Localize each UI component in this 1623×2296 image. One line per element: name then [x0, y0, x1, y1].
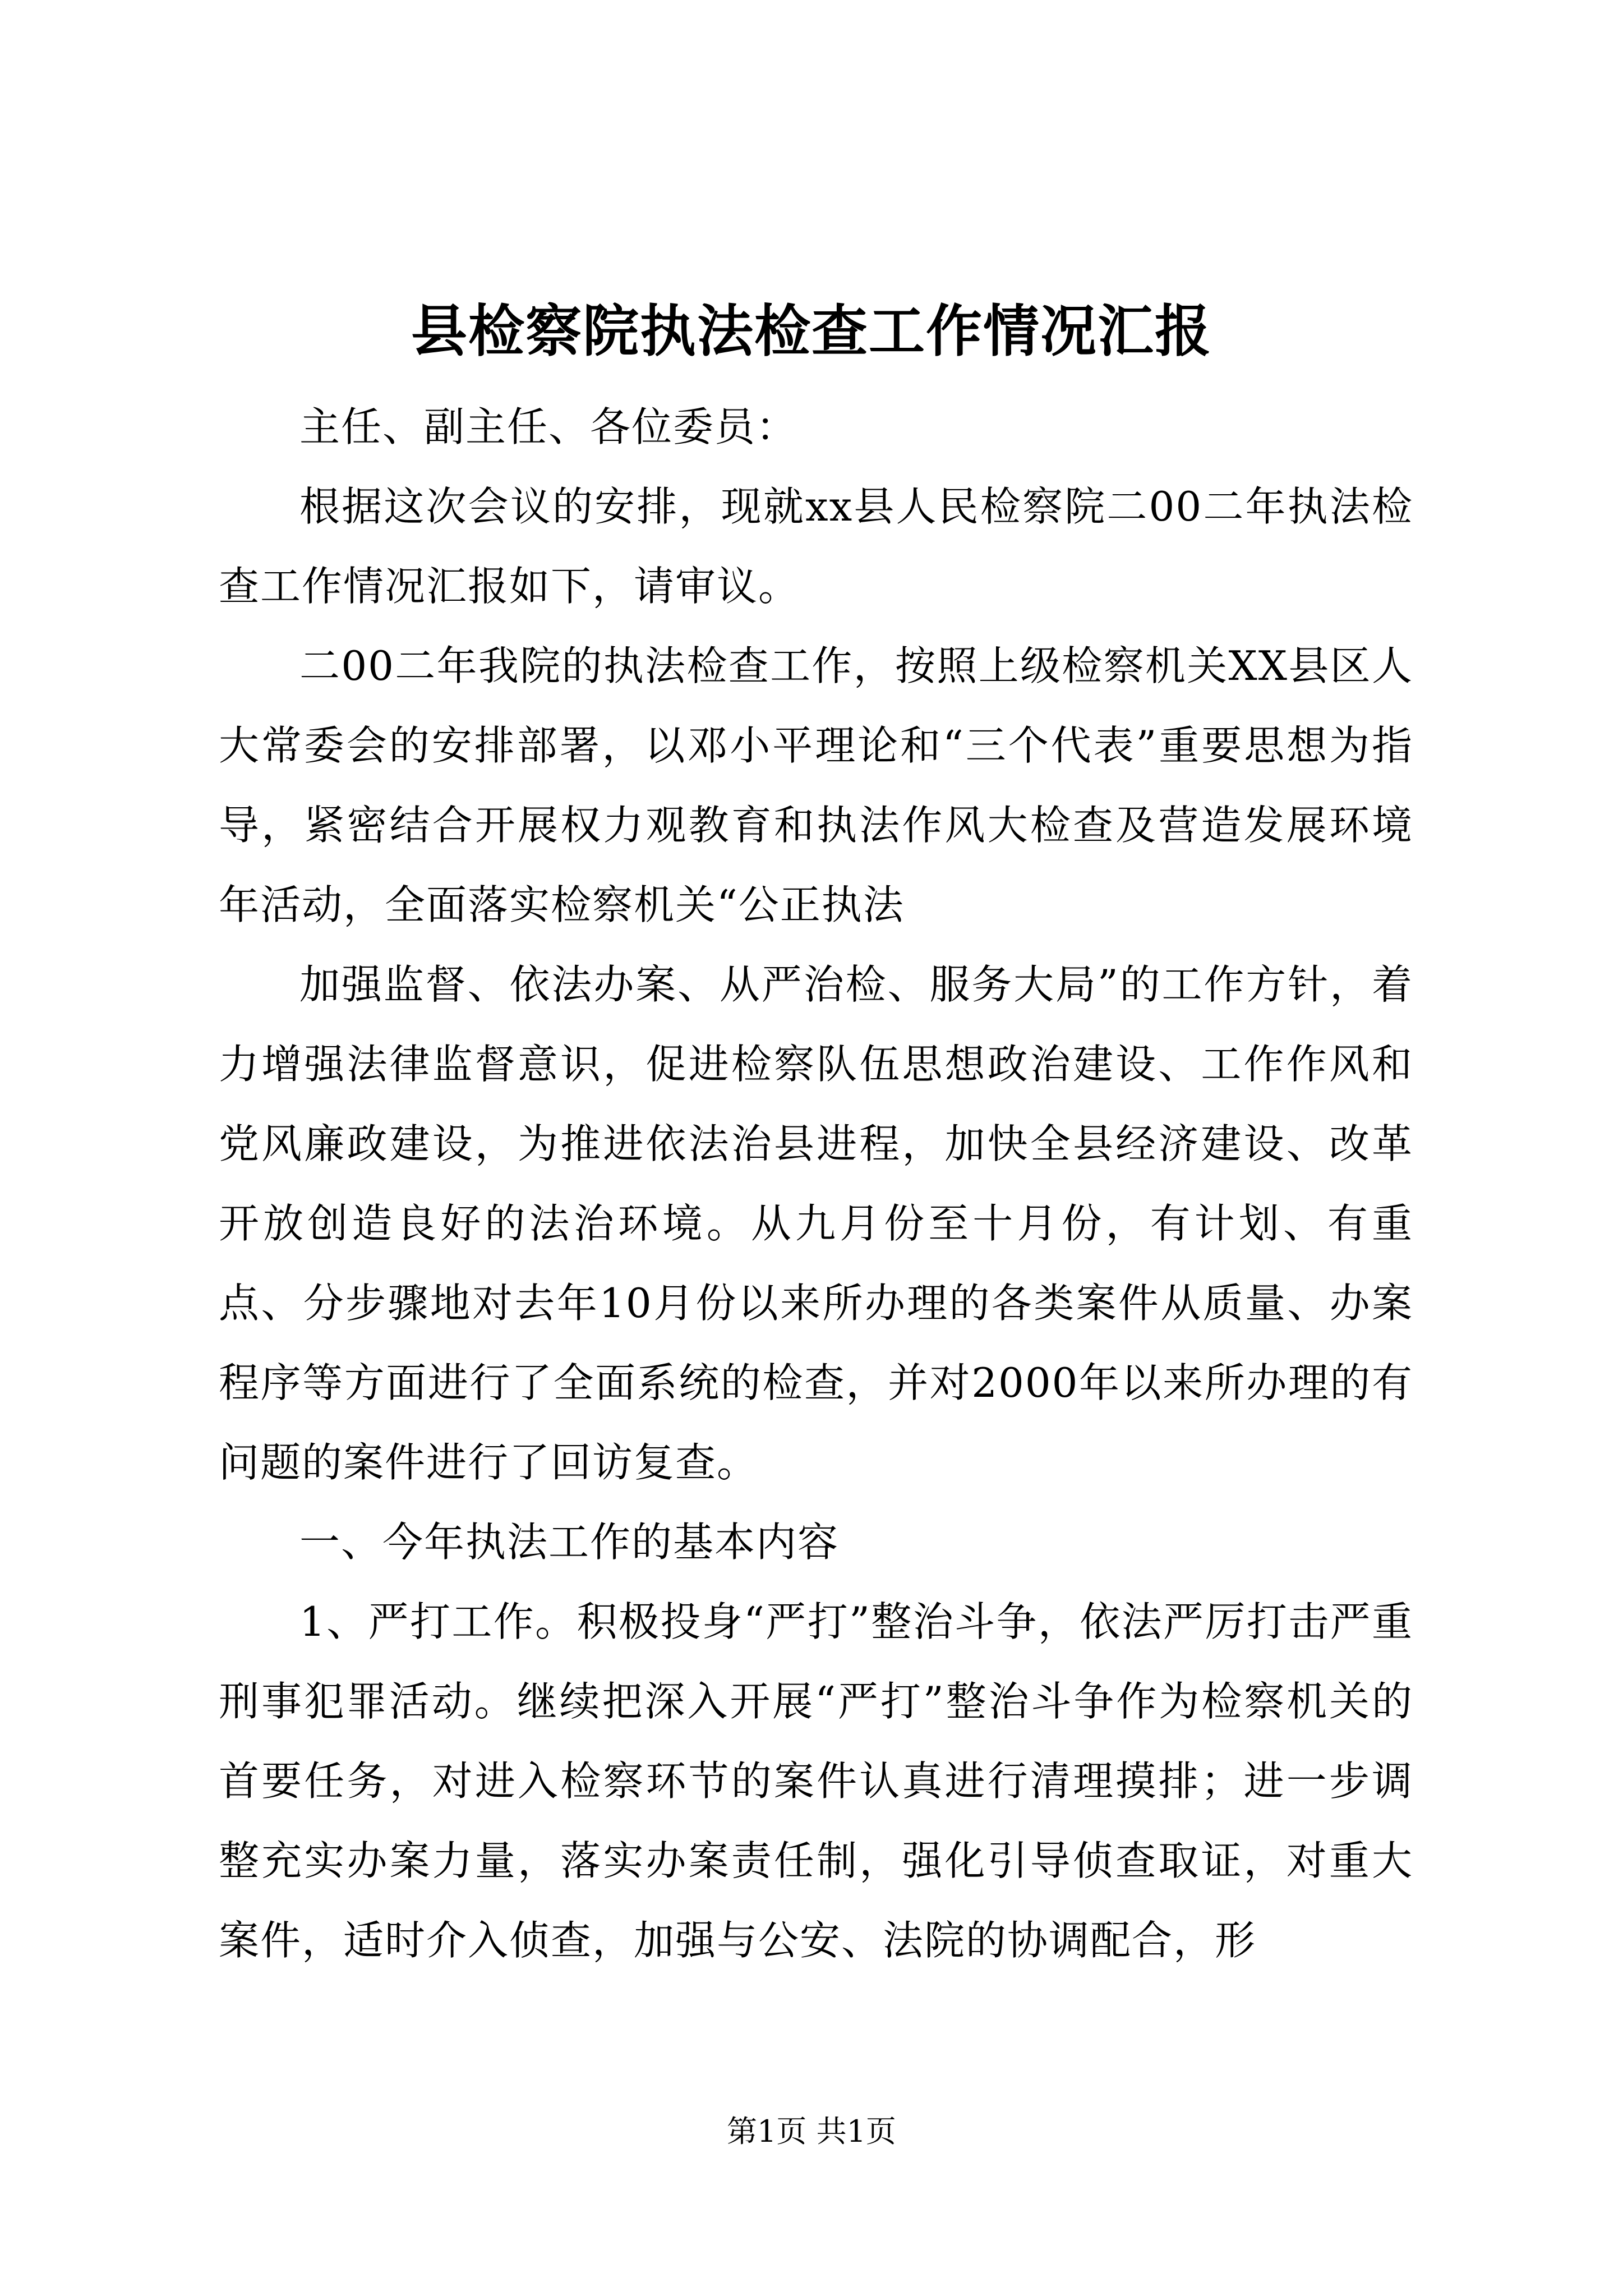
salutation-paragraph: 主任、副主任、各位委员： [299, 403, 798, 450]
body-paragraph: 加强监督、依法办案、从严治检、服务大局”的工作方针，着力增强法律监督意识，促进检察队伍思想政治建设、工作作风和党风廉政建设，为推进依法治县进程，加快全县经济建设、改革开放创造良好的法治环境。从九月份至十月份，有计划、有重点、分步骤地对去年10月份以来所办理的各类案件从质量、办案程序等方面进行了全面系统的检查，并对2000年以来所办理的有问题的案件进行了回访复查。 [219, 961, 1413, 1486]
body-paragraph: 二00二年我院的执法检查工作，按照上级检察机关XX县区人大常委会的安排部署，以邓小平理论和“三个代表”重要思想为指导，紧密结合开展权力观教育和执法作风大检查及营造发展环境年活动，全面落实检察机关“公正执法 [219, 642, 1413, 928]
document-body [219, 387, 1413, 1980]
page-footer: 第1页 共1页 [727, 2114, 896, 2149]
document-title: 县检察院执法检查工作情况汇报 [411, 298, 1212, 364]
intro-paragraph: 根据这次会议的安排，现就xx县人民检察院二00二年执法检查工作情况汇报如下，请审议。 [219, 483, 1413, 610]
body-paragraph: 1、严打工作。积极投身“严打”整治斗争，依法严厉打击严重刑事犯罪活动。继续把深入开展“严打”整治斗争作为检察机关的首要任务，对进入检察环节的案件认真进行清理摸排；进一步调整充实办案力量，落实办案责任制，强化引导侦查取证，对重大案件，适时介入侦查，加强与公安、法院的协调配合，形 [219, 1598, 1413, 1964]
section-heading: 一、今年执法工作的基本内容 [299, 1519, 840, 1566]
